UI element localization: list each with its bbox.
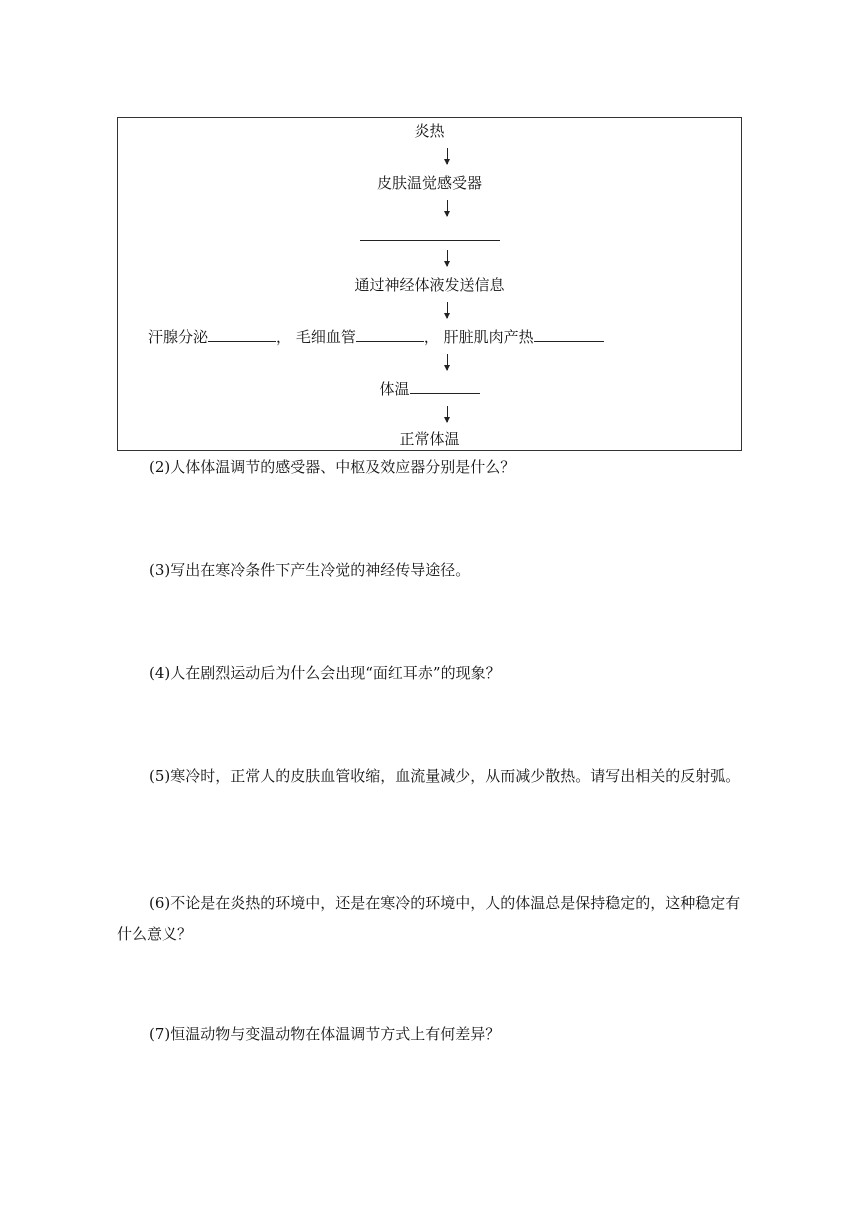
question-2: (2)人体体温调节的感受器、中枢及效应器分别是什么？ [149, 458, 516, 476]
answer-blank-sweat[interactable] [208, 327, 276, 342]
answer-blank-heat[interactable] [534, 327, 604, 342]
down-arrow-icon [447, 200, 448, 216]
effector-sweat-label: 汗腺分泌 [148, 328, 209, 346]
down-arrow-icon [447, 250, 448, 266]
flow-step-signal: 通过神经体液发送信息 [354, 276, 505, 294]
answer-blank[interactable] [360, 226, 500, 241]
effector-liver-muscle-label: 肝脏肌肉产热 [443, 328, 534, 346]
flow-step-blank-line [118, 226, 741, 246]
down-arrow-icon [447, 148, 448, 164]
flow-step-effectors [148, 327, 604, 347]
flow-step-hot: 炎热 [414, 122, 445, 140]
flow-step-receptor: 皮肤温觉感受器 [376, 174, 482, 192]
body-temp-label: 体温 [379, 380, 410, 398]
answer-blank-temp[interactable] [410, 379, 480, 394]
flow-step-normal: 正常体温 [399, 430, 460, 448]
flow-step-body-temp [118, 379, 741, 399]
question-5: (5)寒冷时，正常人的皮肤血管收缩，血流量减少，从而减少散热。请写出相关的反射弧。 [149, 767, 741, 785]
thermoregulation-flow-diagram [117, 117, 742, 451]
down-arrow-icon [447, 302, 448, 318]
answer-blank-capillary[interactable] [356, 327, 424, 342]
down-arrow-icon [447, 354, 448, 370]
effector-capillary-label: 毛细血管 [295, 328, 356, 346]
separator: ， [276, 328, 292, 346]
separator: ， [423, 328, 439, 346]
down-arrow-icon [447, 406, 448, 422]
question-4: (4)人在剧烈运动后为什么会出现“面红耳赤”的现象？ [149, 664, 501, 682]
question-6: (6)不论是在炎热的环境中，还是在寒冷的环境中，人的体温总是保持稳定的，这种稳定有什么意义？ [117, 894, 741, 943]
question-3: (3)写出在寒冷条件下产生冷觉的神经传导途径。 [149, 561, 471, 579]
question-7: (7)恒温动物与变温动物在体温调节方式上有何差异？ [149, 1025, 501, 1043]
